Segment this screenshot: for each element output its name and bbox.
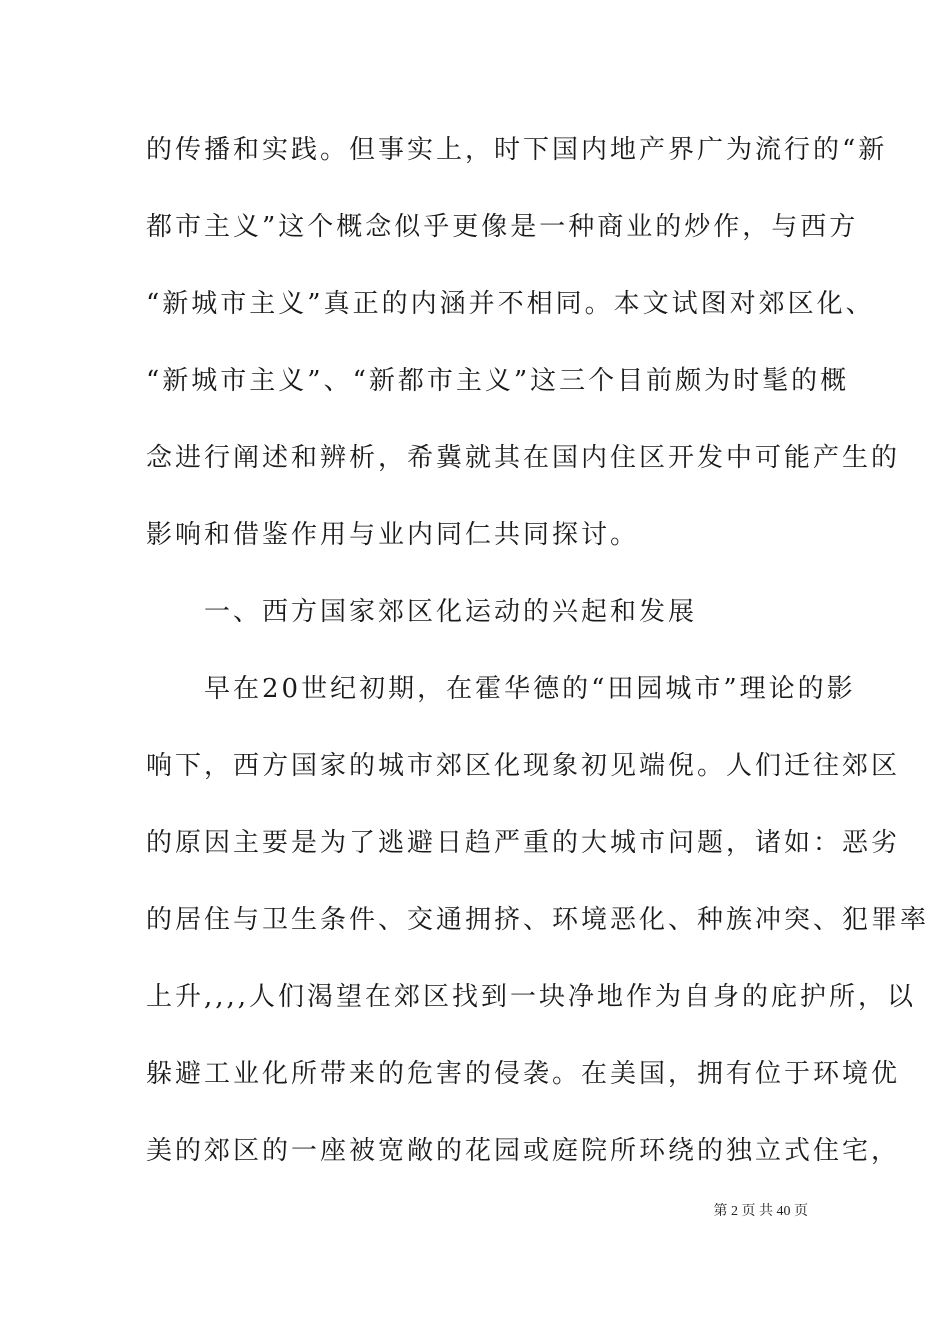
text-line: 美的郊区的一座被宽敞的花园或庭院所环绕的独立式住宅，	[146, 1136, 901, 1166]
text-line: 上升,,,,人们渴望在郊区找到一块净地作为自身的庇护所，以	[146, 982, 917, 1012]
text-line: “新城市主义”真正的内涵并不相同。本文试图对郊区化、	[146, 289, 875, 319]
section-heading: 一、西方国家郊区化运动的兴起和发展	[204, 597, 698, 627]
text-line: 念进行阐述和辨析，希冀就其在国内住区开发中可能产生的	[146, 443, 901, 473]
text-line: “新城市主义”、“新都市主义”这三个目前颇为时髦的概	[146, 366, 850, 396]
text-line: 响下，西方国家的城市郊区化现象初见端倪。人们迁往郊区	[146, 751, 901, 781]
paragraph-first-line: 早在20世纪初期，在霍华德的“田园城市”理论的影	[204, 674, 856, 704]
page-number: 第 2 页 共 40 页	[713, 1204, 808, 1219]
text-line: 的原因主要是为了逃避日趋严重的大城市问题，诸如：恶劣	[146, 828, 901, 858]
text-line: 的传播和实践。但事实上，时下国内地产界广为流行的“新	[146, 135, 888, 165]
text-line: 躲避工业化所带来的危害的侵袭。在美国，拥有位于环境优	[146, 1059, 901, 1089]
text-line: 影响和借鉴作用与业内同仁共同探讨。	[146, 520, 640, 550]
text-line: 的居住与卫生条件、交通拥挤、环境恶化、种族冲突、犯罪率	[146, 905, 930, 935]
text-line: 都市主义”这个概念似乎更像是一种商业的炒作，与西方	[146, 212, 859, 242]
